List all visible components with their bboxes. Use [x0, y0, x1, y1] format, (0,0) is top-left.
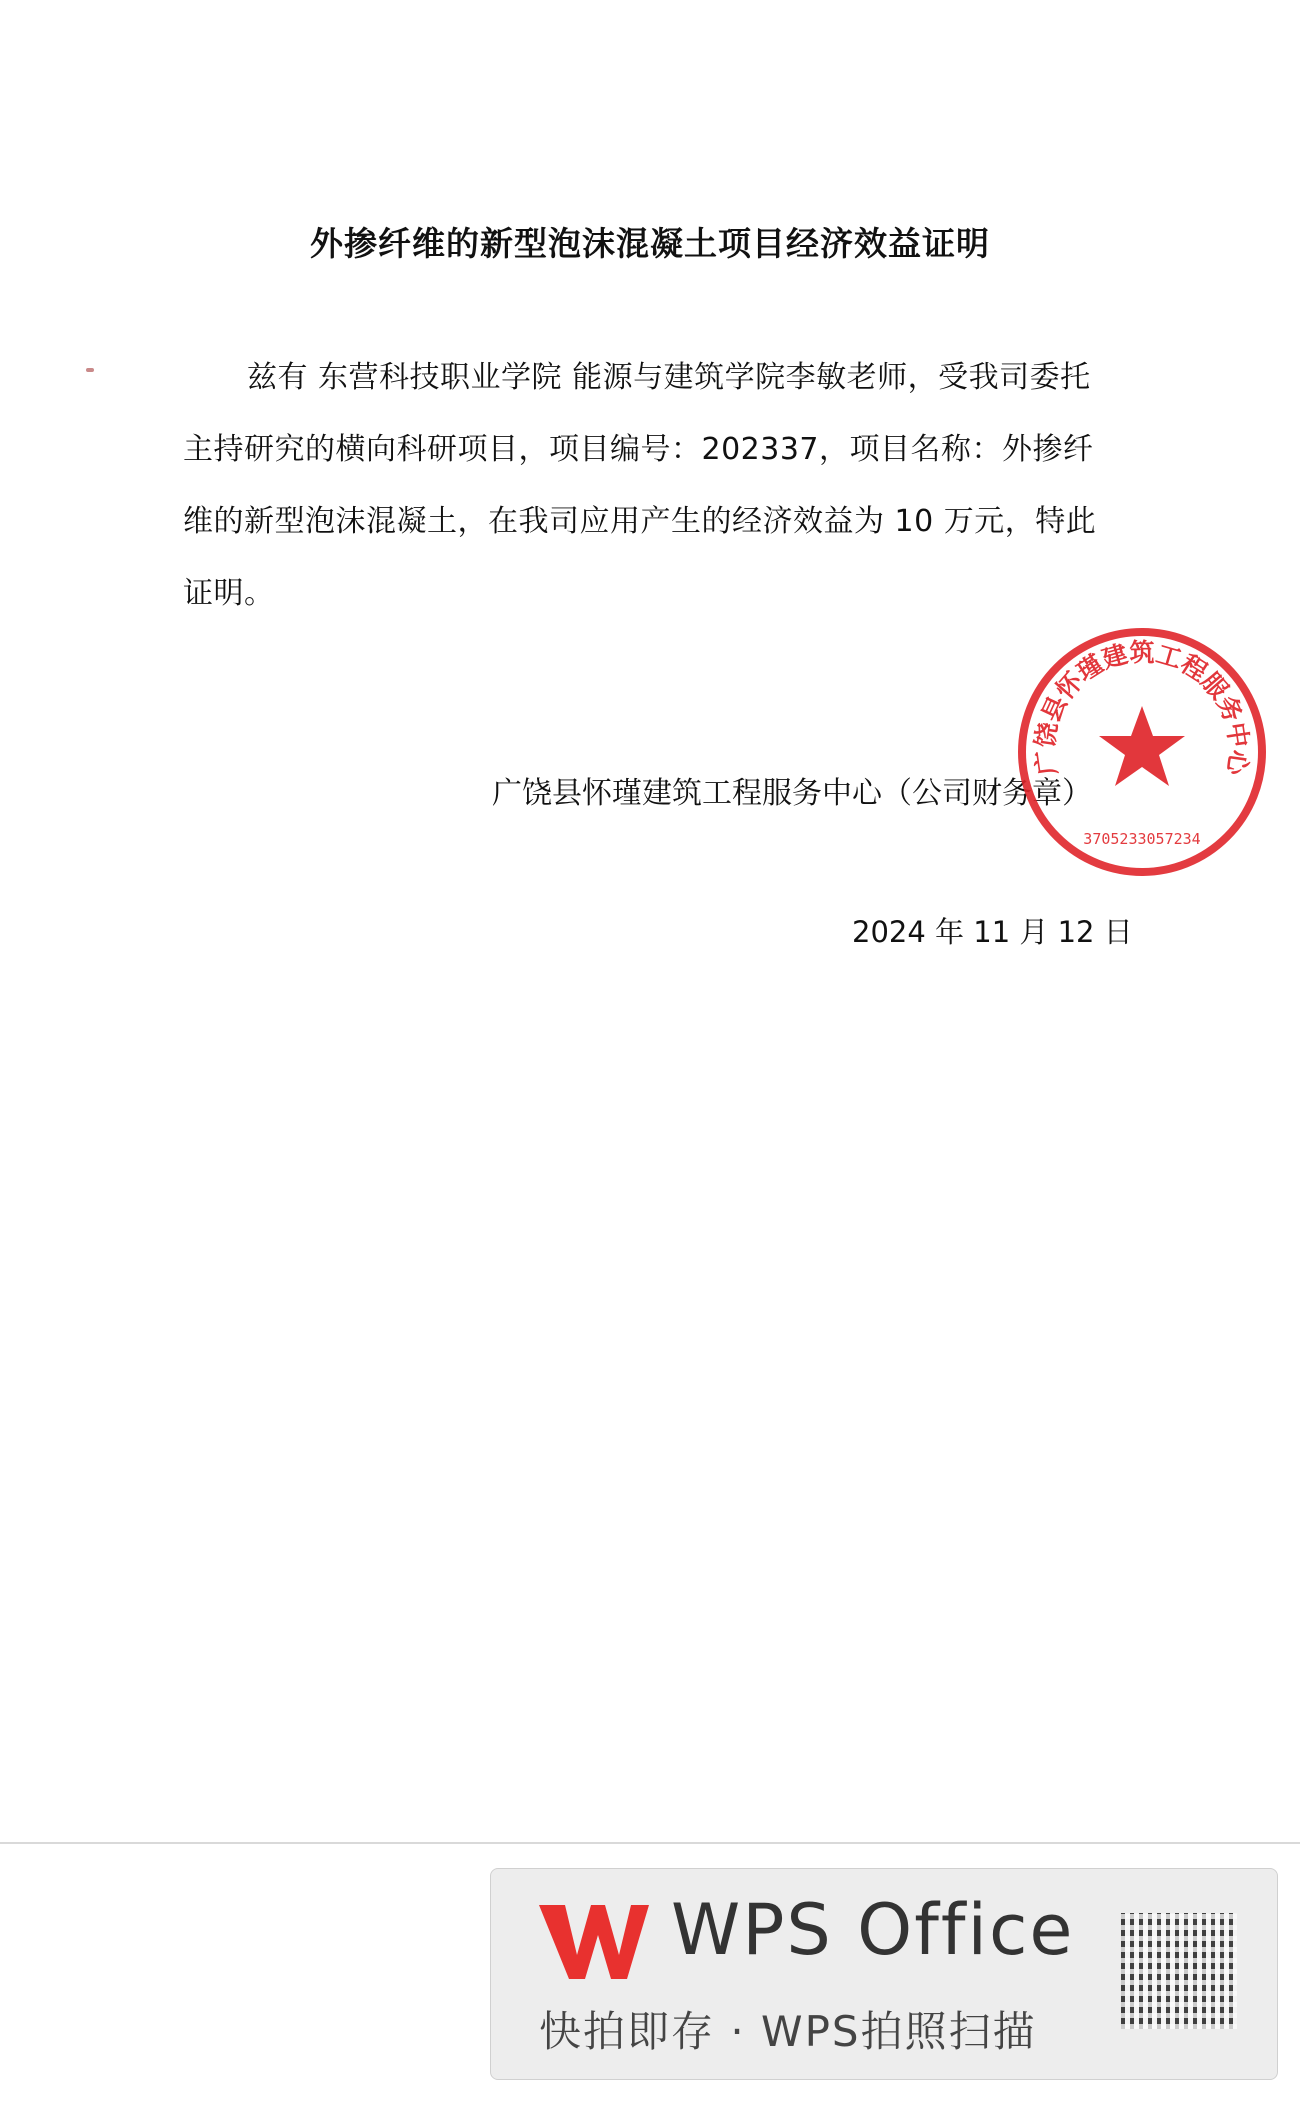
document-date: 2024 年 11 月 12 日 [852, 915, 1133, 949]
document-title: 外掺纤维的新型泡沫混凝土项目经济效益证明 [310, 224, 990, 263]
wps-brand-text: WPS Office [671, 1889, 1075, 1971]
seal-star-icon [1099, 706, 1185, 786]
seal-text: 广饶县怀瑾建筑工程服务中心 [1030, 638, 1254, 777]
seal-number: 3705233057234 [1083, 830, 1201, 848]
company-seal [1012, 622, 1272, 882]
wps-logo-icon [535, 1899, 653, 1985]
wps-watermark-banner [490, 1868, 1278, 2080]
paper-speck [86, 368, 94, 372]
wps-subtitle: 快拍即存 · WPS拍照扫描 [539, 2007, 1037, 2056]
document-body [183, 342, 1121, 630]
body-paragraph: 兹有 东营科技职业学院 能源与建筑学院李敏老师，受我司委托主持研究的横向科研项目，项目编号：202337，项目名称：外掺纤维的新型泡沫混凝土，在我司应用产生的经济效益为 10 万元，特此证明。 [183, 360, 1097, 611]
page-edge [0, 1842, 1300, 1844]
company-signature: 广饶县怀瑾建筑工程服务中心（公司财务章） [492, 776, 1092, 811]
qr-code-icon [1121, 1913, 1237, 2029]
